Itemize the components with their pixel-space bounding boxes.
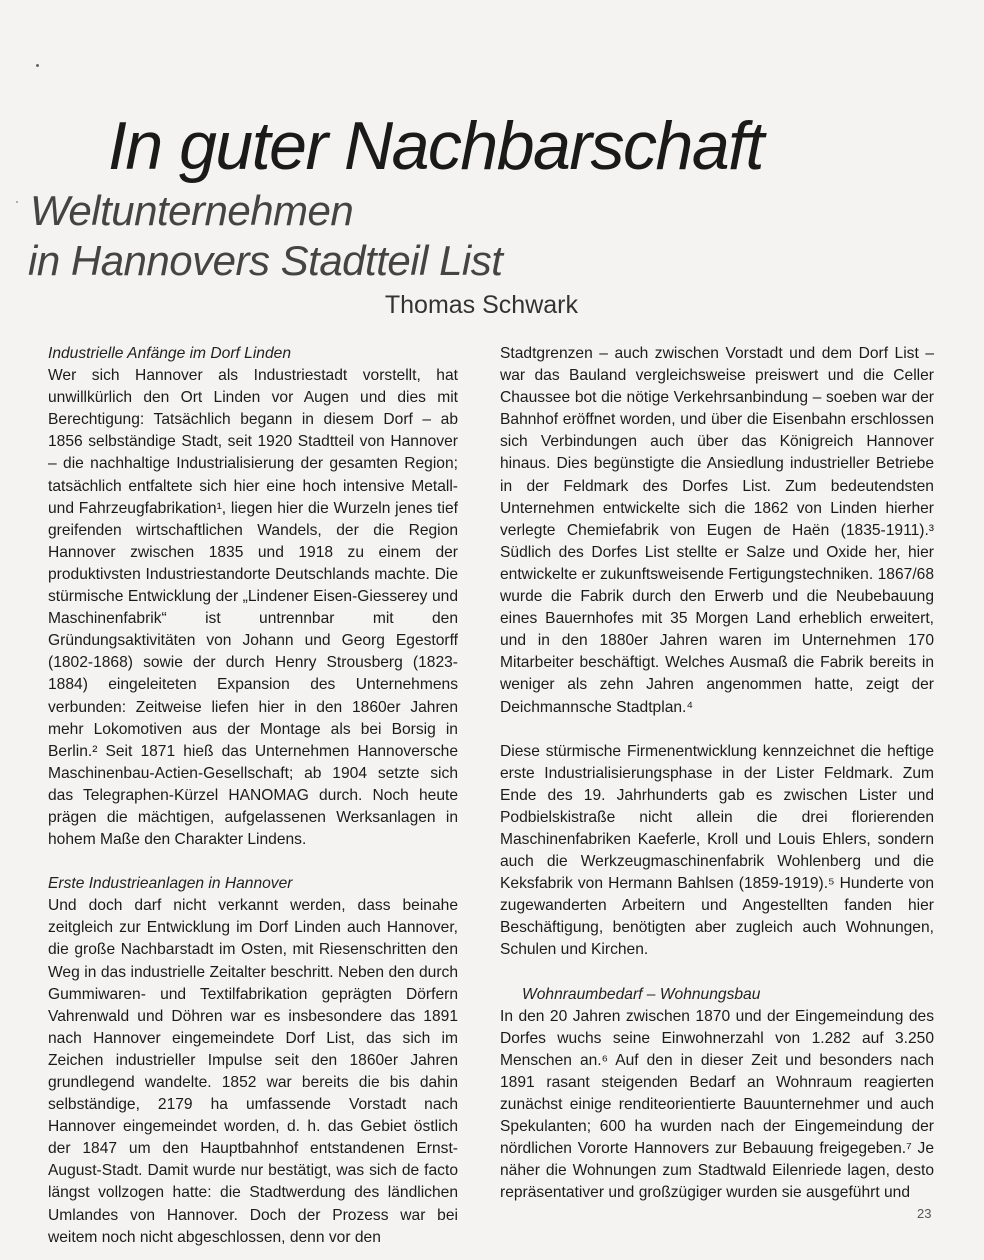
right-column	[500, 343, 934, 1204]
scan-speck	[16, 201, 18, 203]
left-column	[48, 343, 458, 1249]
paragraph-hannover: Und doch darf nicht verkannt werden, dass beinahe zeitgleich zur Entwicklung im Dorf Linden auch Hannover, die große Nachbarstadt im Osten, mit Riesenschritten den Weg in das industrielle Zeitalter beschritt. Neben den durch Gummiwaren- und Textilfabrikation geprägten Dörfern Vahrenwald und Döhren war es insbesondere das 1891 nach Hannover eingemeindete Dorf List, das sich im Zeichen industrieller Impulse seit den 1860er Jahren grundlegend wandelte. 1852 war bereits die bis dahin selbständige, 2179 ha umfassende Vorstadt nach Hannover eingemeindet worden, d. h. das Gebiet östlich der 1847 um den Hauptbahnhof entstandenen Ernst-August-Stadt. Damit wurde nur bestätigt, was sich de facto längst vollzogen hatte: die Stadtwerdung des ländlichen Umlandes von Hannover. Doch der Prozess war bei weitem noch nicht abgeschlossen, denn vor den	[48, 897, 458, 1246]
paragraph-firmenentwicklung: Diese stürmische Firmenentwicklung kennzeichnet die heftige erste Industrialisierungsphase in der Lister Feldmark. Zum Ende des 19. Jahrhunderts gab es zwischen Lister und Podbielskistraße nicht allein die drei florierenden Maschinenfabriken Kaeferle, Kroll und Louis Ehlers, sondern auch die Werkzeugmaschinenfabrik Wohlenberg und die Keksfabrik von Hermann Bahlsen (1859-1919).⁵ Hunderte von zugewanderten Arbeitern und Angestellten fanden hier Beschäftigung, benötigten aber zugleich auch Wohnungen, Schulen und Kirchen.	[500, 742, 934, 959]
paragraph-linden: Wer sich Hannover als Industriestadt vorstellt, hat unwillkürlich den Ort Linden vor Augen und dies mit Berechtigung: Tatsächlich begann in diesem Dorf – ab 1856 selbständige Stadt, seit 1920 Stadtteil von Hannover – die nachhaltige Industrialisierung der gesamten Region; tatsächlich entfaltete sich hier eine hoch intensive Metall- und Fahrzeugfabrikation¹, liegen hier die Wurzeln jenes tief greifenden wirtschaftlichen Wandels, der die Region Hannover zwischen 1835 und 1918 zu einem der produktivsten Industriestandorte Deutschlands machte. Die stürmische Entwicklung der „Lindener Eisen-Giesserey und Maschinenfabrik“ ist untrennbar mit den Gründungsaktivitäten von Johann und Georg Egestorff (1802-1868) sowie der durch Henry Strousberg (1823-1884) eingeleiteten Expansion des Unternehmens verbunden: Zeitweise liefen hier in den 1860er Jahren mehr Lokomotiven aus der Montage als bei Borsig in Berlin.² Seit 1871 hieß das Unternehmen Hannoversche Maschinenbau-Actien-Gesellschaft; ab 1904 setzte sich das Telegraphen-Kürzel HANOMAG durch. Noch heute prägen die mächtigen, aufgelassenen Werksanlagen in hohem Maße den Charakter Lindens.	[48, 367, 458, 849]
section-heading-hannover: Erste Industrieanlagen in Hannover	[48, 875, 293, 893]
scan-speck	[36, 64, 39, 67]
paragraph-list-continuation: Stadtgrenzen – auch zwischen Vorstadt und dem Dorf List – war das Bauland vergleichsweise preiswert und die Celler Chaussee bot die nötige Verkehrsanbindung – soeben war der Bahnhof eröffnet worden, und über die Eisenbahn erschlossen sich Verbindungen auch über das Königreich Hannover hinaus. Dies begünstigte die Ansiedlung industrieller Betriebe in der Feldmark des Dorfes List. Zum bedeutendsten Unternehmen entwickelte sich die 1862 von Linden hierher verlegte Chemiefabrik von Eugen de Haën (1835-1911).³ Südlich des Dorfes List stellte er Salze und Oxide her, hier entwickelte er zukunftsweisende Fertigungstechniken. 1867/68 wurde die Fabrik durch den Erwerb und die Neubebauung eines Bauernhofes mit 35 Morgen Land erheblich erweitert, und in den 1880er Jahren waren im Unternehmen 170 Mitarbeiter beschäftigt. Welches Ausmaß die Fabrik bereits in weniger als zehn Jahren angenommen hatte, zeigt der Deichmannsche Stadtplan.⁴	[500, 345, 934, 716]
section-heading-wohnraum: Wohnraumbedarf – Wohnungsbau	[522, 985, 761, 1003]
article-subtitle-line1: Weltunternehmen	[30, 187, 354, 234]
article-title: In guter Nachbarschaft	[108, 108, 763, 184]
page-number: 23	[917, 1206, 932, 1221]
article-subtitle-line2: in Hannovers Stadtteil List	[28, 237, 503, 284]
author-name: Thomas Schwark	[384, 291, 578, 319]
section-heading-linden: Industrielle Anfänge im Dorf Linden	[48, 345, 291, 362]
paragraph-wohnraum: In den 20 Jahren zwischen 1870 und der Eingemeindung des Dorfes wuchs seine Einwohnerzahl von 1.282 auf 3.250 Menschen an.⁶ Auf den in dieser Zeit und besonders nach 1891 rasant steigenden Bedarf an Wohnraum reagierten zunächst einige renditeorientierte Bauunternehmer und auch Spekulanten; 600 ha wurden nach der Eingemeindung der nördlichen Vororte Hannovers zur Bebauung freigegeben.⁷ Je näher die Wohnungen zum Stadtwald Eilenriede lagen, desto repräsentativer und großzügiger wurden sie ausgeführt und	[500, 1007, 934, 1202]
